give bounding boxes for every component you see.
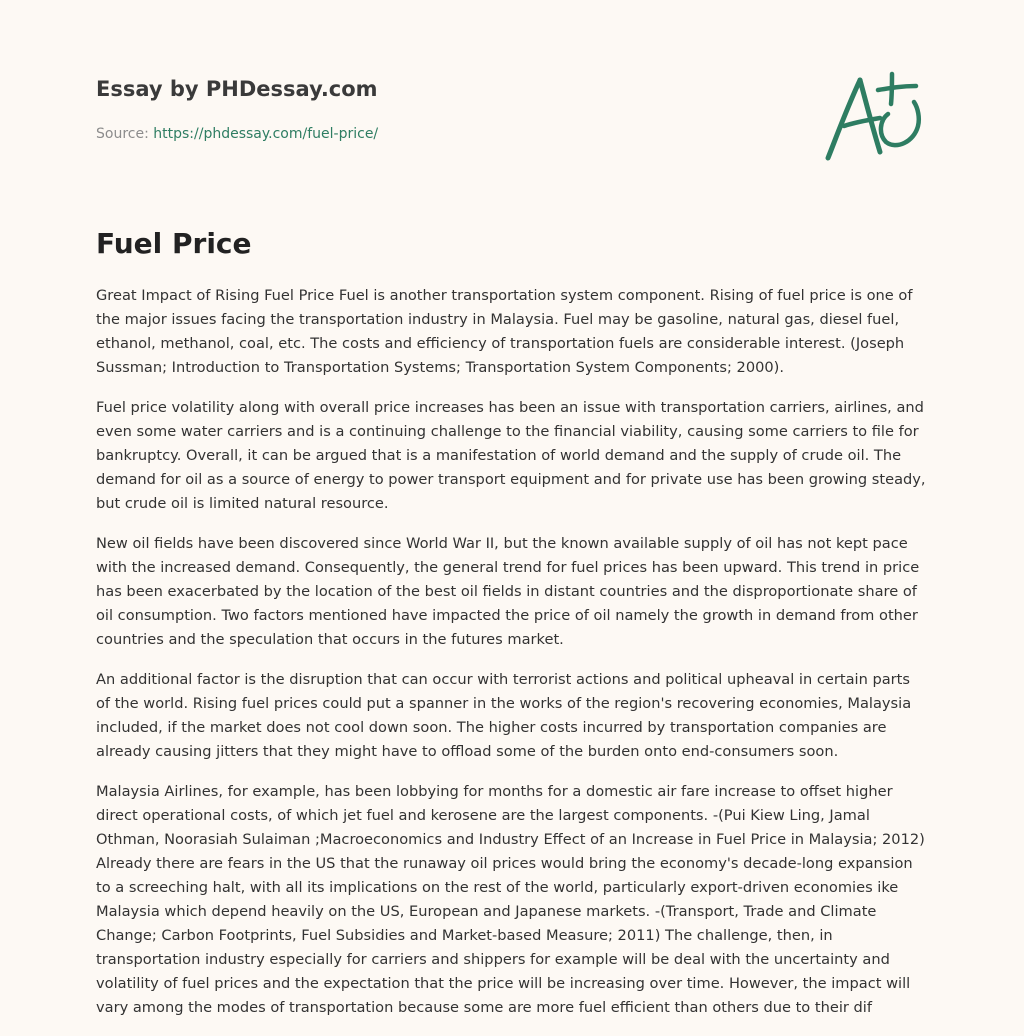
essay-paragraph: Great Impact of Rising Fuel Price Fuel is another transportation system component. Rising of fuel price is one of the major issues facing the transportation industry in Malaysia. Fuel may be gasoline, natural gas, diesel fuel, ethanol, methanol, coal, etc. The costs and efficiency of transportation fuels are considerable interest. (Joseph Sussman; Introduction to Transportation Systems; Transportation System Components; 2000).: [96, 287, 913, 376]
essay-body: [96, 284, 928, 1036]
essay-paragraph: Malaysia Airlines, for example, has been lobbying for months for a domestic air fare increase to offset higher direct operational costs, of which jet fuel and kerosene are the largest components. -(Pui Kiew Ling, Jamal Othman, Noorasiah Sulaiman ;Macroeconomics and Industry Effect of an Increase in Fuel Price in Malaysia; 2012) Already there are fears in the US that the runaway oil prices would bring the economy's decade-long expansion to a screeching halt, with all its implications on the rest of the world, particularly export-driven economies ike Malaysia which depend heavily on the US, European and Japanese markets. -(Transport, Trade and Climate Change; Carbon Footprints, Fuel Subsidies and Market-based Measure; 2011) The challenge, then, in transportation industry especially for carriers and shippers for example will be deal with the uncertainty and volatility of fuel prices and the expectation that the price will be increasing over time. However, the impact will vary among the modes of transportation because some are more fuel efficient than others due to their dif: [96, 783, 925, 1016]
essay-paragraph: Fuel price volatility along with overall price increases has been an issue with transportation carriers, airlines, and even some water carriers and is a continuing challenge to the financial viability, causing some carriers to file for bankruptcy. Overall, it can be argued that is a manifestation of world demand and the supply of crude oil. The demand for oil as a source of energy to power transport equipment and for private use has been growing steady, but crude oil is limited natural resource.: [96, 399, 926, 512]
essay-paragraph: An additional factor is the disruption that can occur with terrorist actions and political upheaval in certain parts of the world. Rising fuel prices could put a spanner in the works of the region's recovering economies, Malaysia included, if the market does not cool down soon. The higher costs incurred by transportation companies are already causing jitters that they might have to offload some of the burden onto end-consumers soon.: [96, 671, 912, 760]
source-line: [96, 124, 378, 144]
essay-title: Fuel Price: [96, 227, 252, 260]
source-label: Source:: [96, 126, 154, 142]
a-plus-logo-icon: [822, 68, 928, 164]
source-link[interactable]: https://phdessay.com/fuel-price/: [153, 126, 379, 142]
page-header: [96, 74, 378, 144]
brand-title: Essay by PHDessay.com: [96, 77, 378, 101]
essay-paragraph: New oil fields have been discovered since World War II, but the known available supply of oil has not kept pace with the increased demand. Consequently, the general trend for fuel prices has been upward. This trend in price has been exacerbated by the location of the best oil fields in distant countries and the disproportionate share of oil consumption. Two factors mentioned have impacted the price of oil namely the growth in demand from other countries and the speculation that occurs in the futures market.: [96, 535, 920, 648]
